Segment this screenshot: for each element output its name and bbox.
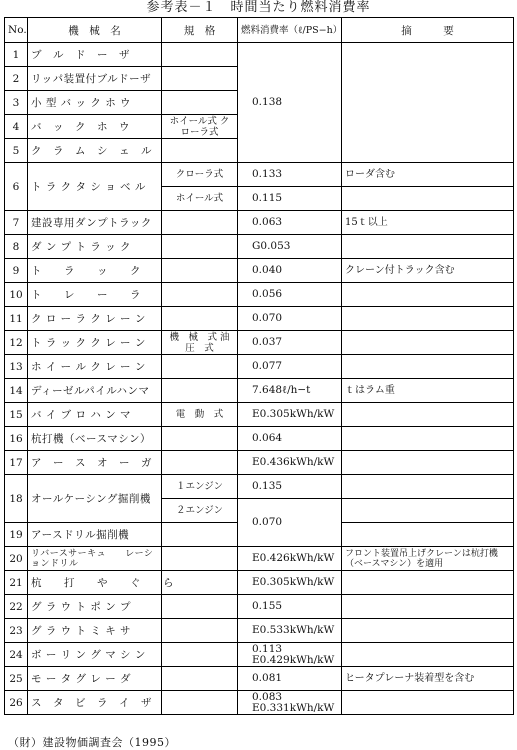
row-name: ボ ー リ ン グ マ シ ン	[28, 643, 162, 667]
table-row	[5, 595, 514, 619]
row-fuel: 7.648ℓ/h−t	[238, 379, 342, 403]
row-note	[342, 187, 514, 211]
table-row	[5, 571, 514, 595]
row-no: 17	[5, 451, 28, 475]
row-note	[342, 499, 514, 523]
row-name: 建設専用ダンプトラック	[28, 211, 162, 235]
row-note	[342, 691, 514, 715]
row-note	[342, 427, 514, 451]
row-name: ト レ ー ラ	[28, 283, 162, 307]
table-row	[5, 451, 514, 475]
row-fuel: 0.081	[238, 667, 342, 691]
row-spec	[162, 307, 238, 331]
row-spec	[162, 523, 238, 547]
row-no: 6	[5, 163, 28, 211]
row-no: 16	[5, 427, 28, 451]
row-fuel: 0.056	[238, 283, 342, 307]
table-row	[5, 403, 514, 427]
row-note: クレーン付トラック含む	[342, 259, 514, 283]
source-footnote: （財）建設物価調査会（1995）	[8, 736, 176, 749]
row-fuel: G0.053	[238, 235, 342, 259]
row-no: 26	[5, 691, 28, 715]
row-fuel: 0.135	[238, 475, 342, 499]
row-name: 杭打機（ベースマシン）	[28, 427, 162, 451]
page-title: 参考表－１ 時間当たり燃料消費率	[146, 0, 371, 15]
table-row	[5, 355, 514, 379]
row-name: ト ラ ッ ク	[28, 259, 162, 283]
row-note: ヒータプレーナ装着型を含む	[342, 667, 514, 691]
row-no: 8	[5, 235, 28, 259]
row-no: 25	[5, 667, 28, 691]
row-no: 15	[5, 403, 28, 427]
row-note	[342, 475, 514, 499]
row-note	[342, 619, 514, 643]
row-spec: 機 械 式 油 圧 式	[162, 331, 238, 355]
row-name: リッパ装置付ブルドーザ	[28, 67, 162, 91]
row-spec	[162, 643, 238, 667]
row-no: 9	[5, 259, 28, 283]
row-spec: ホイール式	[162, 187, 238, 211]
row-no: 1	[5, 43, 28, 67]
row-name: ダ ン プ ト ラ ッ ク	[28, 235, 162, 259]
row-note	[342, 523, 514, 547]
row-name: ブ ル ド ー ザ	[28, 43, 162, 67]
row-note	[342, 451, 514, 475]
row-no: 11	[5, 307, 28, 331]
row-spec: ２エンジン	[162, 499, 238, 523]
header-name: 機 械 名	[28, 18, 162, 43]
table-row	[5, 619, 514, 643]
row-spec	[162, 667, 238, 691]
row-spec	[162, 235, 238, 259]
row-spec	[162, 427, 238, 451]
table-row	[5, 211, 514, 235]
row-note: 15ｔ以上	[342, 211, 514, 235]
table-row	[5, 691, 514, 715]
row-no: 3	[5, 91, 28, 115]
row-name: バ イ ブ ロ ハ ン マ	[28, 403, 162, 427]
row-spec	[162, 355, 238, 379]
row-note	[342, 331, 514, 355]
row-spec	[162, 691, 238, 715]
row-spec	[162, 451, 238, 475]
row-spec	[162, 91, 238, 115]
header-fuel: 燃料消費率（ℓ/PS−h）	[238, 18, 342, 43]
row-name: ト ラ ッ ク ク レ ー ン	[28, 331, 162, 355]
row-fuel: 0.133	[238, 163, 342, 187]
header-spec: 規 格	[162, 18, 238, 43]
row-note	[342, 307, 514, 331]
row-spec: ホイール式 クローラ式	[162, 115, 238, 139]
row-spec	[162, 547, 238, 571]
row-fuel: E0.426kWh/kW	[238, 547, 342, 571]
row-note	[342, 43, 514, 163]
row-no: 10	[5, 283, 28, 307]
row-name: リバースサーキュ レーションドリル	[28, 547, 162, 571]
row-name: 小 型 バ ッ ク ホ ウ	[28, 91, 162, 115]
row-note	[342, 643, 514, 667]
row-no: 12	[5, 331, 28, 355]
row-spec	[162, 43, 238, 67]
row-name: ア ー ス オ ー ガ	[28, 451, 162, 475]
row-name: ク ラ ム シ ェ ル	[28, 139, 162, 163]
row-note: フロント装置吊上げクレーンは杭打機（ベースマシン）を適用	[342, 547, 514, 571]
row-fuel: 0.040	[238, 259, 342, 283]
row-no: 4	[5, 115, 28, 139]
header-no: No.	[5, 18, 28, 43]
row-no: 14	[5, 379, 28, 403]
row-spec: 電 動 式	[162, 403, 238, 427]
row-no: 19	[5, 523, 28, 547]
row-spec	[162, 595, 238, 619]
table-row	[5, 163, 514, 187]
row-spec	[162, 283, 238, 307]
row-spec	[162, 259, 238, 283]
row-fuel: E0.305kWh/kW	[238, 403, 342, 427]
row-fuel: E0.305kWh/kW	[238, 571, 342, 595]
row-spec	[162, 211, 238, 235]
row-spec	[162, 139, 238, 163]
table-row	[5, 235, 514, 259]
table-row	[5, 307, 514, 331]
row-no: 20	[5, 547, 28, 571]
row-name: ディーゼルパイルハンマ	[28, 379, 162, 403]
row-spec: １エンジン	[162, 475, 238, 499]
row-spec	[162, 379, 238, 403]
table-row	[5, 475, 514, 499]
table-row	[5, 283, 514, 307]
row-fuel: 0.063	[238, 211, 342, 235]
row-fuel: 0.155	[238, 595, 342, 619]
row-no: 2	[5, 67, 28, 91]
row-name: オールケーシング掘削機	[28, 475, 162, 523]
row-note: ｔはラム重	[342, 379, 514, 403]
table-row	[5, 379, 514, 403]
table-row	[5, 667, 514, 691]
table-row	[5, 643, 514, 667]
row-name: ク ロ ー ラ ク レ ー ン	[28, 307, 162, 331]
row-note	[342, 595, 514, 619]
header-note: 摘 要	[342, 18, 514, 43]
row-name: モ ー タ グ レ ー ダ	[28, 667, 162, 691]
table-row	[5, 427, 514, 451]
row-fuel: E0.436kWh/kW	[238, 451, 342, 475]
row-name: グ ラ ウ ト ポ ン プ	[28, 595, 162, 619]
row-no: 24	[5, 643, 28, 667]
row-fuel: E0.533kWh/kW	[238, 619, 342, 643]
row-name: 杭 打 や ぐ ら	[28, 571, 162, 595]
row-fuel: 0.077	[238, 355, 342, 379]
table-row	[5, 259, 514, 283]
row-fuel: 0.064	[238, 427, 342, 451]
row-note	[342, 235, 514, 259]
row-fuel: 0.070	[238, 499, 342, 547]
table-row	[5, 43, 514, 67]
row-note	[342, 355, 514, 379]
row-no: 18	[5, 475, 28, 523]
row-note	[342, 403, 514, 427]
row-name: アースドリル掘削機	[28, 523, 162, 547]
row-fuel: 0.070	[238, 307, 342, 331]
header-row	[5, 18, 514, 43]
row-name: ト ラ ク タ シ ョ ベ ル	[28, 163, 162, 211]
table-row	[5, 547, 514, 571]
table-row	[5, 331, 514, 355]
row-fuel: 0.083 E0.331kWh/kW	[238, 691, 342, 715]
row-note	[342, 283, 514, 307]
row-spec: クローラ式	[162, 163, 238, 187]
row-fuel: 0.037	[238, 331, 342, 355]
row-name: ス タ ビ ラ イ ザ	[28, 691, 162, 715]
row-no: 21	[5, 571, 28, 595]
row-fuel: 0.138	[238, 43, 342, 163]
row-no: 23	[5, 619, 28, 643]
row-name: バ ッ ク ホ ウ	[28, 115, 162, 139]
row-no: 13	[5, 355, 28, 379]
row-name: ホ イ ー ル ク レ ー ン	[28, 355, 162, 379]
row-spec	[162, 67, 238, 91]
row-name: グ ラ ウ ト ミ キ サ	[28, 619, 162, 643]
row-spec	[162, 619, 238, 643]
row-note: ローダ含む	[342, 163, 514, 187]
row-fuel: 0.113 E0.429kWh/kW	[238, 643, 342, 667]
fuel-consumption-table	[4, 17, 514, 715]
row-fuel: 0.115	[238, 187, 342, 211]
row-no: 7	[5, 211, 28, 235]
row-no: 22	[5, 595, 28, 619]
row-note	[342, 571, 514, 595]
row-no: 5	[5, 139, 28, 163]
